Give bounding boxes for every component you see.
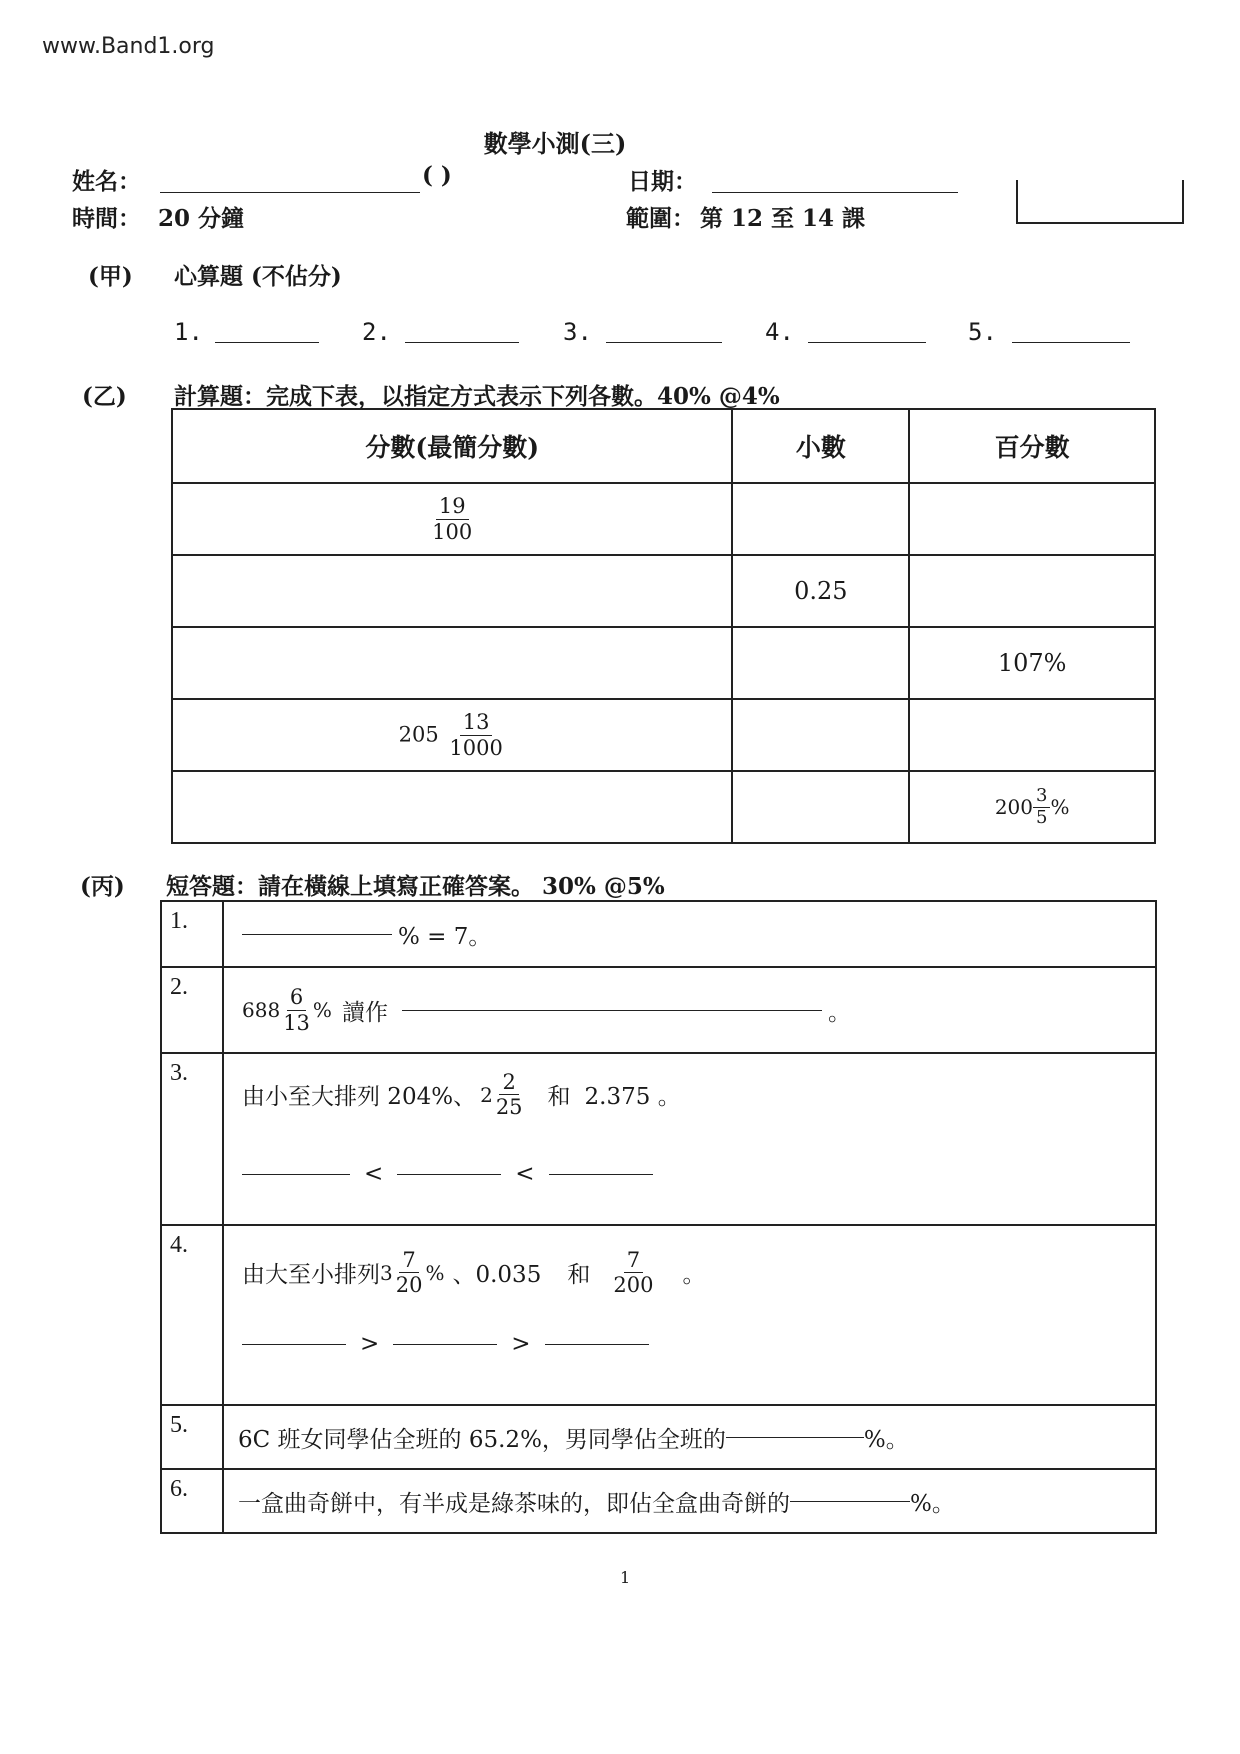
- r4-decimal-answer[interactable]: [732, 699, 909, 771]
- r3-percent: 107%: [909, 627, 1155, 699]
- q4-text: 由大至小排列: [242, 1262, 380, 1289]
- r5-decimal-answer[interactable]: [732, 771, 909, 843]
- r1-frac-den: 100: [432, 519, 473, 544]
- q2-end: 。: [827, 999, 851, 1026]
- mental-item-4-number: 4.: [765, 318, 794, 346]
- r5-frac-num: 3: [1033, 786, 1050, 808]
- q5-blank[interactable]: [726, 1437, 864, 1438]
- col-header-fraction: 分數(最簡分數): [172, 409, 732, 483]
- mental-item-4-blank[interactable]: [808, 342, 926, 343]
- col-header-percent: 百分數: [909, 409, 1155, 483]
- q4-number: 4.: [161, 1225, 223, 1405]
- site-url[interactable]: www.Band1.org: [42, 34, 215, 59]
- q4-mid: 、0.035: [452, 1262, 542, 1289]
- q4-blank-3[interactable]: [545, 1344, 649, 1345]
- name-field[interactable]: [160, 192, 420, 193]
- q3-number: 3.: [161, 1053, 223, 1225]
- q2-frac-den: 13: [283, 1010, 310, 1035]
- q5-number: 5.: [161, 1405, 223, 1469]
- r3-fraction-answer[interactable]: [172, 627, 732, 699]
- q3-blank-3[interactable]: [549, 1174, 653, 1175]
- q4-gt-2: >: [511, 1331, 531, 1358]
- q3-blank-1[interactable]: [242, 1174, 350, 1175]
- q4-gt-1: >: [360, 1331, 380, 1358]
- conversion-table: [171, 408, 1156, 844]
- q3-and: 和: [547, 1084, 571, 1111]
- r5-frac-den: 5: [1036, 806, 1048, 828]
- r1-fraction-value: [429, 494, 475, 543]
- q2-frac-num: 6: [287, 985, 306, 1010]
- r5-percent: [909, 771, 1155, 843]
- mental-item-1-blank[interactable]: [215, 342, 319, 343]
- q1-number: 1.: [161, 901, 223, 967]
- section-c-label: (丙): [80, 873, 125, 900]
- q1-text: % = 7。: [398, 923, 492, 950]
- mental-item-2-number: 2.: [362, 318, 391, 346]
- section-a-title: 心算題 (不佔分): [174, 263, 342, 290]
- r5-whole: 200: [994, 795, 1033, 819]
- r1-frac-num: 19: [436, 494, 469, 519]
- q4-frac-den: 20: [395, 1273, 423, 1298]
- r4-percent-answer[interactable]: [909, 699, 1155, 771]
- mental-item-5-number: 5.: [968, 318, 997, 346]
- r4-frac-den: 1000: [449, 735, 503, 760]
- short-answer-table: [160, 900, 1157, 1534]
- section-c-title: 短答題：請在橫線上填寫正確答案。 30% @5%: [166, 873, 665, 900]
- q3-blank-2[interactable]: [397, 1174, 501, 1175]
- page-title: 數學小測(三): [483, 129, 627, 158]
- name-label: 姓名：: [72, 168, 141, 195]
- r2-percent-answer[interactable]: [909, 555, 1155, 627]
- q2-whole: 688: [242, 998, 281, 1022]
- scope-label: 範圍：: [626, 205, 695, 232]
- q6-number: 6.: [161, 1469, 223, 1533]
- mental-item-1-number: 1.: [174, 318, 203, 346]
- r2-decimal: 0.25: [732, 555, 909, 627]
- q1-blank[interactable]: [242, 934, 392, 935]
- class-number-paren: ( ): [422, 162, 452, 189]
- q6-text: 一盒曲奇餅中，有半成是綠茶味的，即佔全盒曲奇餅的: [238, 1490, 790, 1517]
- q3-lt-2: <: [515, 1161, 535, 1188]
- col-header-decimal: 小數: [732, 409, 909, 483]
- q3-whole: 2: [480, 1082, 493, 1107]
- r4-whole: 205: [398, 723, 439, 747]
- r4-fraction: [172, 699, 732, 771]
- q6-end: %。: [910, 1490, 955, 1517]
- score-box[interactable]: [1016, 180, 1184, 224]
- q5-end: %。: [863, 1426, 909, 1453]
- date-field[interactable]: [712, 192, 958, 193]
- section-b-title: 計算題：完成下表，以指定方式表示下列各數。40% @4%: [174, 383, 780, 410]
- q2-text: 讀作: [341, 999, 388, 1026]
- q4-end: 。: [682, 1262, 706, 1289]
- q4-fraction-2: [610, 1248, 656, 1297]
- q4-and: 和: [567, 1262, 591, 1289]
- r2-fraction-answer[interactable]: [172, 555, 732, 627]
- r5-fraction-value: [1033, 786, 1050, 828]
- q5-text: 6C 班女同學佔全班的 65.2%，男同學佔全班的: [238, 1426, 726, 1453]
- q2-blank[interactable]: [402, 1010, 822, 1011]
- q4-frac2-den: 200: [613, 1273, 654, 1298]
- mental-item-5-blank[interactable]: [1012, 342, 1130, 343]
- r1-percent-answer[interactable]: [909, 483, 1155, 555]
- q3-frac-num: 2: [499, 1070, 518, 1095]
- time-label: 時間：: [72, 205, 141, 232]
- q3-lt-1: <: [364, 1161, 384, 1188]
- mental-item-3-number: 3.: [563, 318, 592, 346]
- mental-item-2-blank[interactable]: [405, 342, 519, 343]
- q3-text: 由小至大排列 204%、: [242, 1084, 477, 1111]
- mental-item-3-blank[interactable]: [606, 342, 722, 343]
- q4-frac-num: 7: [399, 1248, 418, 1273]
- q3-fraction: [493, 1070, 526, 1119]
- section-b-label: (乙): [82, 383, 127, 410]
- q2-number: 2.: [161, 967, 223, 1053]
- r5-fraction-answer[interactable]: [172, 771, 732, 843]
- r3-decimal-answer[interactable]: [732, 627, 909, 699]
- q2-percent-sign: %: [312, 998, 332, 1022]
- page-number: 1: [620, 1568, 631, 1587]
- q4-fraction: [393, 1248, 426, 1297]
- q4-percent-sign: %: [425, 1260, 445, 1285]
- scope-value: 第 12 至 14 課: [700, 205, 866, 232]
- r4-fraction-value: [446, 710, 505, 759]
- section-a-label: (甲): [88, 263, 133, 290]
- date-label: 日期：: [628, 168, 697, 195]
- q3-frac-den: 25: [495, 1095, 523, 1120]
- q6-blank[interactable]: [790, 1501, 910, 1502]
- q4-whole: 3: [380, 1260, 393, 1285]
- r1-decimal-answer[interactable]: [732, 483, 909, 555]
- q4-blank-2[interactable]: [393, 1344, 497, 1345]
- q4-blank-1[interactable]: [242, 1344, 346, 1345]
- q2-fraction: [280, 985, 313, 1034]
- r4-frac-num: 13: [460, 710, 493, 735]
- r5-percent-sign: %: [1050, 795, 1070, 819]
- r1-fraction: [172, 483, 732, 555]
- q3-tail: 2.375 。: [584, 1084, 681, 1111]
- time-value: 20 分鐘: [158, 205, 245, 232]
- q4-frac2-num: 7: [624, 1248, 643, 1273]
